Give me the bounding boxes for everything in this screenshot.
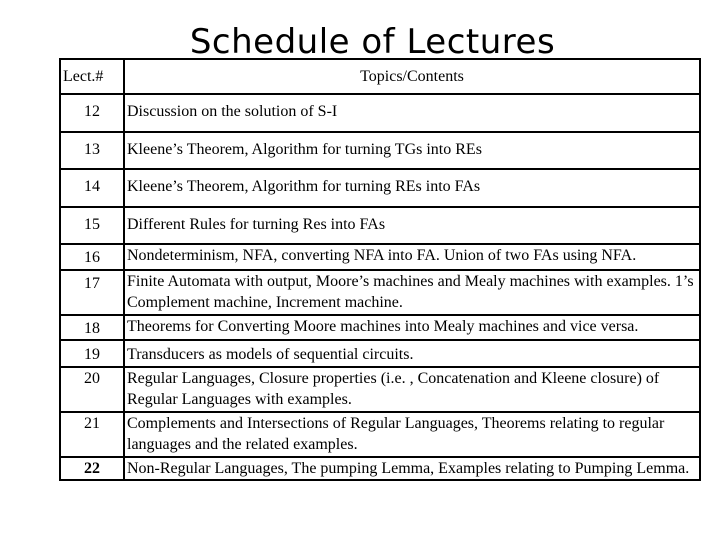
lecture-topic: Different Rules for turning Res into FAs bbox=[124, 207, 700, 245]
lecture-number-header: Lect.# bbox=[60, 59, 124, 94]
table-row bbox=[60, 457, 700, 481]
lecture-topic: Discussion on the solution of S-I bbox=[124, 94, 700, 132]
table-row bbox=[60, 367, 700, 412]
lecture-topic: Nondeterminism, NFA, converting NFA into FA. Union of two FAs using NFA. bbox=[124, 244, 700, 270]
table-row bbox=[60, 132, 700, 170]
lecture-topic: Kleene’s Theorem, Algorithm for turning REs into FAs bbox=[124, 169, 700, 207]
lecture-number: 16 bbox=[60, 244, 124, 270]
lecture-topic: Non-Regular Languages, The pumping Lemma, Examples relating to Pumping Lemma. bbox=[124, 457, 700, 481]
lecture-number: 14 bbox=[60, 169, 124, 207]
lecture-number: 12 bbox=[60, 94, 124, 132]
table-row bbox=[60, 169, 700, 207]
lecture-topic: Finite Automata with output, Moore’s machines and Mealy machines with examples. 1’s Complement machine, Increment machine. bbox=[124, 270, 700, 315]
table-row bbox=[60, 270, 700, 315]
lecture-schedule-table bbox=[59, 58, 701, 481]
lecture-topic: Kleene’s Theorem, Algorithm for turning TGs into REs bbox=[124, 132, 700, 170]
lecture-topic: Complements and Intersections of Regular Languages, Theorems relating to regular languages and the related examples. bbox=[124, 412, 700, 457]
lecture-number: 15 bbox=[60, 207, 124, 245]
table-row bbox=[60, 207, 700, 245]
lecture-number: 13 bbox=[60, 132, 124, 170]
lecture-number: 18 bbox=[60, 315, 124, 341]
table-header-row bbox=[60, 59, 700, 94]
table-row bbox=[60, 340, 700, 367]
table-row bbox=[60, 412, 700, 457]
lecture-number: 22 bbox=[60, 457, 124, 481]
lecture-number: 19 bbox=[60, 340, 124, 367]
table-row bbox=[60, 94, 700, 132]
lecture-number: 21 bbox=[60, 412, 124, 457]
table-row bbox=[60, 315, 700, 341]
lecture-topic: Regular Languages, Closure properties (i.e. , Concatenation and Kleene closure) of Regular Languages with examples. bbox=[124, 367, 700, 412]
table-row bbox=[60, 244, 700, 270]
lecture-number: 20 bbox=[60, 367, 124, 412]
page-title: Schedule of Lectures bbox=[189, 22, 556, 62]
topics-header: Topics/Contents bbox=[124, 59, 700, 94]
lecture-topic: Transducers as models of sequential circuits. bbox=[124, 340, 700, 367]
lecture-topic: Theorems for Converting Moore machines into Mealy machines and vice versa. bbox=[124, 315, 700, 341]
lecture-number: 17 bbox=[60, 270, 124, 315]
